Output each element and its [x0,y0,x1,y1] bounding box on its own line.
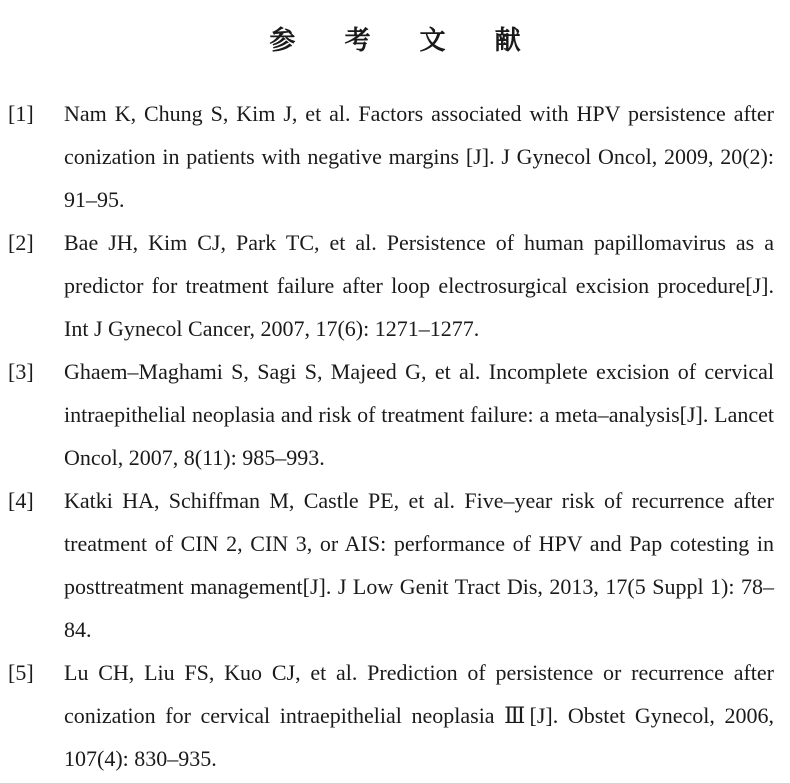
reference-number: [3] [8,359,34,384]
reference-text: Katki HA, Schiffman M, Castle PE, et al. Five–year risk of recurrence after treatment of CIN 2, CIN 3, or AIS: performance of HPV and Pap cotesting in posttreatment management[J]. J Low Genit Tract Dis, 2013, 17(5 Suppl 1): 78–84. [64,488,774,642]
reference-text: Lu CH, Liu FS, Kuo CJ, et al. Prediction of persistence or recurrence after conization for cervical intraepithelial neoplasia Ⅲ[J]. Obstet Gynecol, 2006, 107(4): 830–935. [64,660,774,771]
reference-text: Nam K, Chung S, Kim J, et al. Factors associated with HPV persistence after conization in patients with negative margins [J]. J Gynecol Oncol, 2009, 20(2): 91–95. [64,101,774,212]
reference-number: [1] [8,101,34,126]
reference-item [8,350,774,479]
reference-item [8,221,774,350]
reference-item [8,651,774,780]
reference-list [8,92,774,780]
reference-number: [2] [8,230,34,255]
reference-text: Bae JH, Kim CJ, Park TC, et al. Persistence of human papillomavirus as a predictor for treatment failure after loop electrosurgical excision procedure[J]. Int J Gynecol Cancer, 2007, 17(6): 1271–1277. [64,230,774,341]
reference-number: [5] [8,660,34,685]
reference-text: Ghaem–Maghami S, Sagi S, Majeed G, et al. Incomplete excision of cervical intraepithelial neoplasia and risk of treatment failure: a meta–analysis[J]. Lancet Oncol, 2007, 8(11): 985–993. [64,359,774,470]
reference-item [8,92,774,221]
references-heading: 参 考 文 献 [269,26,541,56]
reference-number: [4] [8,488,34,513]
reference-item [8,479,774,651]
